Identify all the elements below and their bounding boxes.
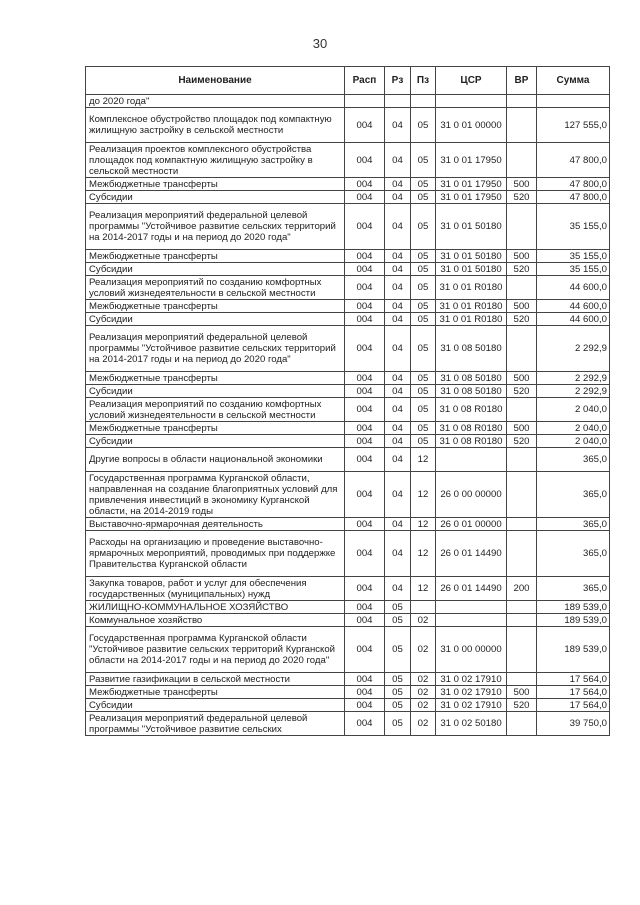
row-pz: 05 (411, 300, 436, 313)
row-name: Межбюджетные трансферты (86, 250, 345, 263)
row-name: Выставочно-ярмарочная деятельность (86, 518, 345, 531)
table-row (86, 601, 610, 614)
row-vr (507, 143, 537, 178)
table-row (86, 250, 610, 263)
row-csr (436, 95, 507, 108)
row-pz: 12 (411, 577, 436, 601)
row-rasp: 004 (345, 372, 385, 385)
row-rz: 04 (385, 263, 411, 276)
row-pz: 05 (411, 178, 436, 191)
row-sum: 189 539,0 (537, 601, 610, 614)
table-row (86, 686, 610, 699)
header-csr: ЦСР (436, 67, 507, 95)
row-pz: 12 (411, 531, 436, 577)
row-vr (507, 472, 537, 518)
row-csr: 31 0 02 50180 (436, 712, 507, 736)
row-csr: 26 0 01 14490 (436, 577, 507, 601)
row-pz: 02 (411, 614, 436, 627)
row-vr: 520 (507, 699, 537, 712)
row-rasp: 004 (345, 263, 385, 276)
row-rz: 04 (385, 191, 411, 204)
row-rasp: 004 (345, 178, 385, 191)
row-pz: 05 (411, 398, 436, 422)
row-pz: 02 (411, 686, 436, 699)
row-sum: 47 800,0 (537, 143, 610, 178)
row-rasp: 004 (345, 422, 385, 435)
row-pz: 05 (411, 108, 436, 143)
table-body (86, 95, 610, 736)
row-sum: 365,0 (537, 577, 610, 601)
row-rasp: 004 (345, 712, 385, 736)
table-row (86, 372, 610, 385)
table-row (86, 178, 610, 191)
page-number: 30 (312, 36, 328, 51)
row-rasp: 004 (345, 313, 385, 326)
row-csr: 31 0 08 50180 (436, 385, 507, 398)
row-vr: 200 (507, 577, 537, 601)
row-csr (436, 448, 507, 472)
row-vr (507, 518, 537, 531)
row-sum: 127 555,0 (537, 108, 610, 143)
row-name: Государственная программа Курганской области "Устойчивое развитие сельских территорий Курганской области на 2014-2017 годы и на период до 2020 года" (86, 627, 345, 673)
row-pz: 02 (411, 673, 436, 686)
row-name: Субсидии (86, 313, 345, 326)
row-pz (411, 601, 436, 614)
row-rz: 04 (385, 108, 411, 143)
row-pz: 02 (411, 712, 436, 736)
row-rasp: 004 (345, 108, 385, 143)
table-row (86, 191, 610, 204)
row-pz: 05 (411, 143, 436, 178)
row-rasp (345, 95, 385, 108)
table-row (86, 313, 610, 326)
row-rasp: 004 (345, 204, 385, 250)
row-name: Комплексное обустройство площадок под компактную жилищную застройку в сельской местности (86, 108, 345, 143)
row-rasp: 004 (345, 276, 385, 300)
table-row (86, 385, 610, 398)
row-rz: 04 (385, 326, 411, 372)
row-vr (507, 448, 537, 472)
row-rasp: 004 (345, 601, 385, 614)
row-rz: 05 (385, 627, 411, 673)
row-rasp: 004 (345, 300, 385, 313)
row-vr: 500 (507, 250, 537, 263)
table-row (86, 143, 610, 178)
row-pz: 02 (411, 699, 436, 712)
row-csr: 31 0 02 17910 (436, 699, 507, 712)
row-csr: 31 0 02 17910 (436, 673, 507, 686)
table-row (86, 263, 610, 276)
row-vr (507, 398, 537, 422)
row-rz (385, 95, 411, 108)
row-rz: 04 (385, 204, 411, 250)
row-name: Субсидии (86, 263, 345, 276)
row-rz: 04 (385, 398, 411, 422)
row-csr: 31 0 01 17950 (436, 143, 507, 178)
row-name: до 2020 года" (86, 95, 345, 108)
table-row (86, 472, 610, 518)
row-pz: 12 (411, 472, 436, 518)
row-rasp: 004 (345, 472, 385, 518)
row-pz: 02 (411, 627, 436, 673)
row-sum: 44 600,0 (537, 313, 610, 326)
row-sum: 35 155,0 (537, 204, 610, 250)
row-name: Межбюджетные трансферты (86, 372, 345, 385)
row-rasp: 004 (345, 385, 385, 398)
row-rasp: 004 (345, 614, 385, 627)
table-row (86, 448, 610, 472)
row-csr: 31 0 01 50180 (436, 250, 507, 263)
row-pz: 12 (411, 448, 436, 472)
row-pz: 05 (411, 422, 436, 435)
row-rasp: 004 (345, 435, 385, 448)
row-name: Коммунальное хозяйство (86, 614, 345, 627)
row-rasp: 004 (345, 398, 385, 422)
row-rz: 05 (385, 601, 411, 614)
row-csr: 31 0 01 R0180 (436, 300, 507, 313)
table-row (86, 712, 610, 736)
row-sum: 365,0 (537, 531, 610, 577)
row-name: Реализация мероприятий федеральной целевой программы "Устойчивое развитие сельских (86, 712, 345, 736)
row-name: ЖИЛИЩНО-КОММУНАЛЬНОЕ ХОЗЯЙСТВО (86, 601, 345, 614)
row-csr: 31 0 02 17910 (436, 686, 507, 699)
row-pz: 05 (411, 204, 436, 250)
row-pz: 05 (411, 385, 436, 398)
row-name: Реализация мероприятий федеральной целевой программы "Устойчивое развитие сельских территорий на 2014-2017 годы и на период до 2020 года" (86, 204, 345, 250)
row-rz: 04 (385, 178, 411, 191)
row-csr: 31 0 00 00000 (436, 627, 507, 673)
row-rasp: 004 (345, 448, 385, 472)
row-sum: 365,0 (537, 472, 610, 518)
row-pz: 05 (411, 250, 436, 263)
row-pz: 05 (411, 372, 436, 385)
row-csr: 31 0 08 R0180 (436, 422, 507, 435)
row-rz: 05 (385, 614, 411, 627)
row-rz: 04 (385, 435, 411, 448)
row-sum: 17 564,0 (537, 686, 610, 699)
table-row (86, 108, 610, 143)
row-pz: 05 (411, 435, 436, 448)
row-rz: 04 (385, 276, 411, 300)
row-csr: 31 0 01 17950 (436, 191, 507, 204)
row-name: Субсидии (86, 699, 345, 712)
table-row (86, 614, 610, 627)
row-name: Межбюджетные трансферты (86, 178, 345, 191)
row-pz: 05 (411, 326, 436, 372)
row-name: Реализация мероприятий по созданию комфортных условий жизнедеятельности в сельской местности (86, 398, 345, 422)
row-vr: 500 (507, 686, 537, 699)
row-rasp: 004 (345, 673, 385, 686)
row-name: Расходы на организацию и проведение выставочно-ярмарочных мероприятий, проводимых при поддержке Правительства Курганской области (86, 531, 345, 577)
row-vr (507, 95, 537, 108)
row-rasp: 004 (345, 518, 385, 531)
row-csr: 31 0 01 R0180 (436, 276, 507, 300)
row-sum: 44 600,0 (537, 276, 610, 300)
row-name: Реализация мероприятий федеральной целевой программы "Устойчивое развитие сельских территорий на 2014-2017 годы и на период до 2020 года" (86, 326, 345, 372)
row-sum: 39 750,0 (537, 712, 610, 736)
row-pz: 05 (411, 276, 436, 300)
row-rz: 04 (385, 313, 411, 326)
row-sum: 17 564,0 (537, 699, 610, 712)
row-csr: 31 0 08 50180 (436, 372, 507, 385)
row-rz: 04 (385, 385, 411, 398)
row-name: Реализация проектов комплексного обустройства площадок под компактную жилищную застройку в сельской местности (86, 143, 345, 178)
row-sum: 2 292,9 (537, 385, 610, 398)
table-row (86, 435, 610, 448)
row-name: Субсидии (86, 191, 345, 204)
row-sum: 44 600,0 (537, 300, 610, 313)
row-rz: 04 (385, 143, 411, 178)
table-row (86, 326, 610, 372)
table-row (86, 204, 610, 250)
header-sum: Сумма (537, 67, 610, 95)
table-row (86, 95, 610, 108)
row-sum: 189 539,0 (537, 627, 610, 673)
budget-table (85, 66, 610, 736)
row-csr: 31 0 01 00000 (436, 108, 507, 143)
header-vr: ВР (507, 67, 537, 95)
table-header-row (86, 67, 610, 95)
row-vr: 500 (507, 300, 537, 313)
row-rasp: 004 (345, 326, 385, 372)
row-rz: 04 (385, 250, 411, 263)
row-pz: 05 (411, 263, 436, 276)
table-row (86, 673, 610, 686)
row-name: Развитие газификации в сельской местности (86, 673, 345, 686)
row-vr: 500 (507, 178, 537, 191)
row-vr (507, 601, 537, 614)
row-sum: 35 155,0 (537, 263, 610, 276)
header-pz: Пз (411, 67, 436, 95)
row-pz (411, 95, 436, 108)
row-rasp: 004 (345, 686, 385, 699)
row-vr (507, 712, 537, 736)
row-name: Межбюджетные трансферты (86, 422, 345, 435)
row-rz: 04 (385, 422, 411, 435)
row-csr: 31 0 08 50180 (436, 326, 507, 372)
row-vr: 500 (507, 372, 537, 385)
row-rz: 04 (385, 448, 411, 472)
row-vr: 520 (507, 435, 537, 448)
row-pz: 12 (411, 518, 436, 531)
header-name: Наименование (86, 67, 345, 95)
row-csr: 26 0 01 14490 (436, 531, 507, 577)
row-vr (507, 531, 537, 577)
row-sum (537, 95, 610, 108)
row-vr: 520 (507, 191, 537, 204)
row-csr: 31 0 01 50180 (436, 204, 507, 250)
row-sum: 17 564,0 (537, 673, 610, 686)
row-rz: 04 (385, 472, 411, 518)
row-csr: 26 0 00 00000 (436, 472, 507, 518)
row-sum: 2 040,0 (537, 422, 610, 435)
row-rasp: 004 (345, 699, 385, 712)
row-rasp: 004 (345, 627, 385, 673)
row-csr: 31 0 01 R0180 (436, 313, 507, 326)
row-name: Субсидии (86, 385, 345, 398)
row-vr (507, 276, 537, 300)
row-sum: 47 800,0 (537, 178, 610, 191)
table-row (86, 422, 610, 435)
row-rz: 04 (385, 518, 411, 531)
row-rz: 05 (385, 686, 411, 699)
row-vr: 520 (507, 263, 537, 276)
row-vr (507, 108, 537, 143)
table-row (86, 276, 610, 300)
row-rz: 04 (385, 300, 411, 313)
row-vr (507, 204, 537, 250)
row-pz: 05 (411, 191, 436, 204)
row-name: Реализация мероприятий по созданию комфортных условий жизнедеятельности в сельской местности (86, 276, 345, 300)
row-name: Субсидии (86, 435, 345, 448)
row-csr (436, 614, 507, 627)
row-sum: 365,0 (537, 448, 610, 472)
table-row (86, 627, 610, 673)
row-rasp: 004 (345, 531, 385, 577)
row-vr (507, 326, 537, 372)
row-vr: 520 (507, 313, 537, 326)
row-sum: 365,0 (537, 518, 610, 531)
row-name: Межбюджетные трансферты (86, 300, 345, 313)
row-sum: 2 040,0 (537, 435, 610, 448)
row-rasp: 004 (345, 191, 385, 204)
row-rz: 05 (385, 673, 411, 686)
row-vr (507, 614, 537, 627)
row-name: Закупка товаров, работ и услуг для обеспечения государственных (муниципальных) нужд (86, 577, 345, 601)
row-vr: 520 (507, 385, 537, 398)
row-pz: 05 (411, 313, 436, 326)
row-csr: 31 0 01 50180 (436, 263, 507, 276)
row-sum: 2 292,9 (537, 372, 610, 385)
table-row (86, 518, 610, 531)
header-rasp: Расп (345, 67, 385, 95)
row-sum: 35 155,0 (537, 250, 610, 263)
row-vr (507, 673, 537, 686)
row-rz: 04 (385, 531, 411, 577)
row-csr: 31 0 01 17950 (436, 178, 507, 191)
row-sum: 47 800,0 (537, 191, 610, 204)
row-sum: 189 539,0 (537, 614, 610, 627)
table-row (86, 300, 610, 313)
row-name: Другие вопросы в области национальной экономики (86, 448, 345, 472)
row-sum: 2 040,0 (537, 398, 610, 422)
row-vr (507, 627, 537, 673)
row-rz: 05 (385, 712, 411, 736)
row-sum: 2 292,9 (537, 326, 610, 372)
row-csr: 31 0 08 R0180 (436, 398, 507, 422)
row-vr: 500 (507, 422, 537, 435)
table-row (86, 699, 610, 712)
row-csr: 31 0 08 R0180 (436, 435, 507, 448)
row-rz: 04 (385, 577, 411, 601)
table-row (86, 531, 610, 577)
table-row (86, 577, 610, 601)
row-rasp: 004 (345, 143, 385, 178)
row-rz: 04 (385, 372, 411, 385)
table-row (86, 398, 610, 422)
header-rz: Рз (385, 67, 411, 95)
row-rasp: 004 (345, 577, 385, 601)
row-name: Государственная программа Курганской области, направленная на создание благоприятных условий для привлечения инвестиций в экономику Курганской области, на 2014-2019 годы (86, 472, 345, 518)
row-csr: 26 0 01 00000 (436, 518, 507, 531)
row-rz: 05 (385, 699, 411, 712)
row-rasp: 004 (345, 250, 385, 263)
row-name: Межбюджетные трансферты (86, 686, 345, 699)
row-csr (436, 601, 507, 614)
